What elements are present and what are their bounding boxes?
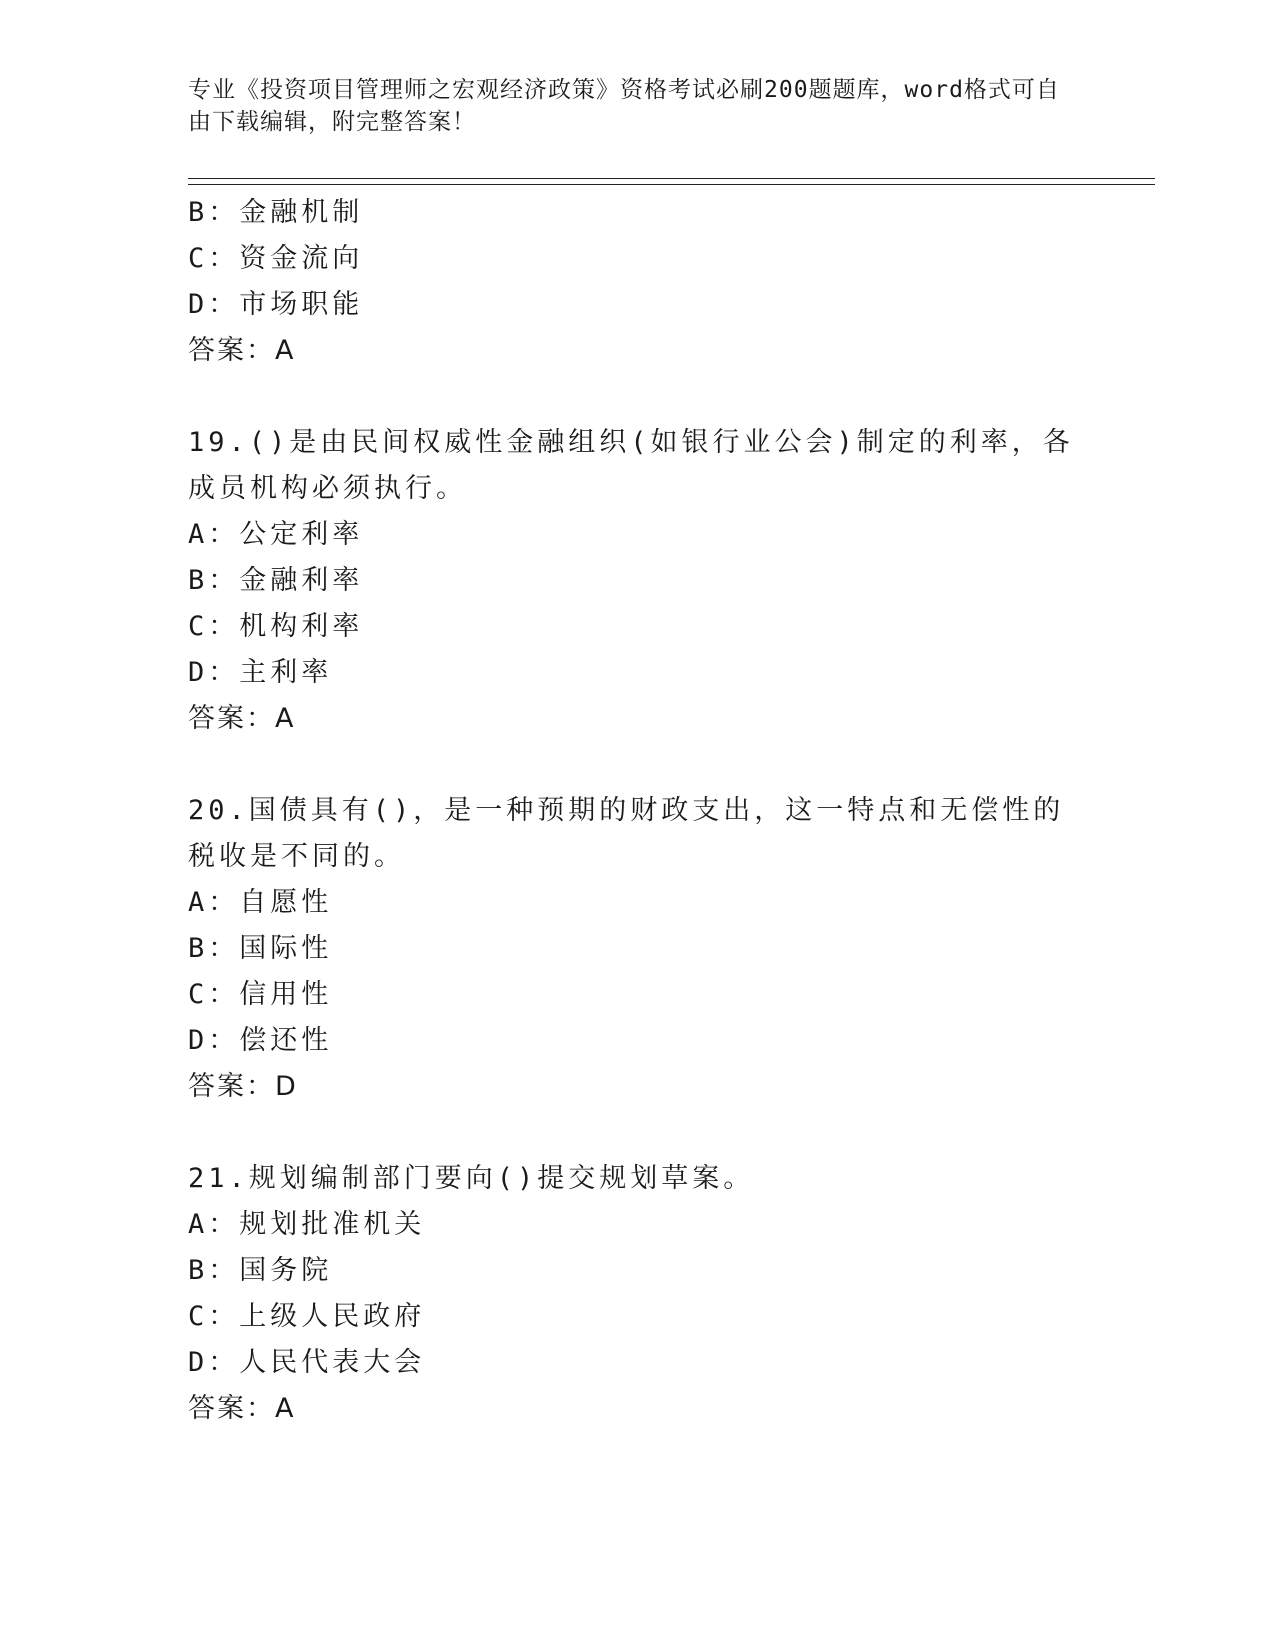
question-stem: 20.国债具有()，是一种预期的财政支出，这一特点和无偿性的税收是不同的。 [188,795,1065,872]
question-stem: 21.规划编制部门要向()提交规划草案。 [188,1163,755,1194]
question-list [188,190,1088,1478]
option-d: D：主利率 [188,657,333,688]
option-d: D：市场职能 [188,289,364,320]
question-block-20 [188,788,1088,1110]
question-block-21 [188,1156,1088,1432]
answer-line: 答案：A [188,703,296,734]
option-c: C：资金流向 [188,243,364,274]
option-b: B：金融利率 [188,565,364,596]
option-b: B：国际性 [188,933,333,964]
option-c: C：上级人民政府 [188,1301,426,1332]
question-block-18 [188,190,1088,374]
option-a: A：规划批准机关 [188,1209,426,1240]
answer-line: 答案：A [188,1393,296,1424]
option-b: B：国务院 [188,1255,333,1286]
option-a: A：自愿性 [188,887,333,918]
option-b: B：金融机制 [188,197,364,228]
option-c: C：机构利率 [188,611,364,642]
option-d: D：偿还性 [188,1025,333,1056]
answer-line: 答案：D [188,1071,298,1102]
option-d: D：人民代表大会 [188,1347,426,1378]
option-a: A：公定利率 [188,519,364,550]
question-block-19 [188,420,1088,742]
page-header-title: 专业《投资项目管理师之宏观经济政策》资格考试必刷200题题库，word格式可自由下载编辑，附完整答案！ [188,77,1060,135]
answer-line: 答案：A [188,335,296,366]
question-stem: 19.()是由民间权威性金融组织(如银行业公会)制定的利率，各成员机构必须执行。 [188,427,1074,504]
option-c: C：信用性 [188,979,333,1010]
header-divider [188,178,1155,185]
